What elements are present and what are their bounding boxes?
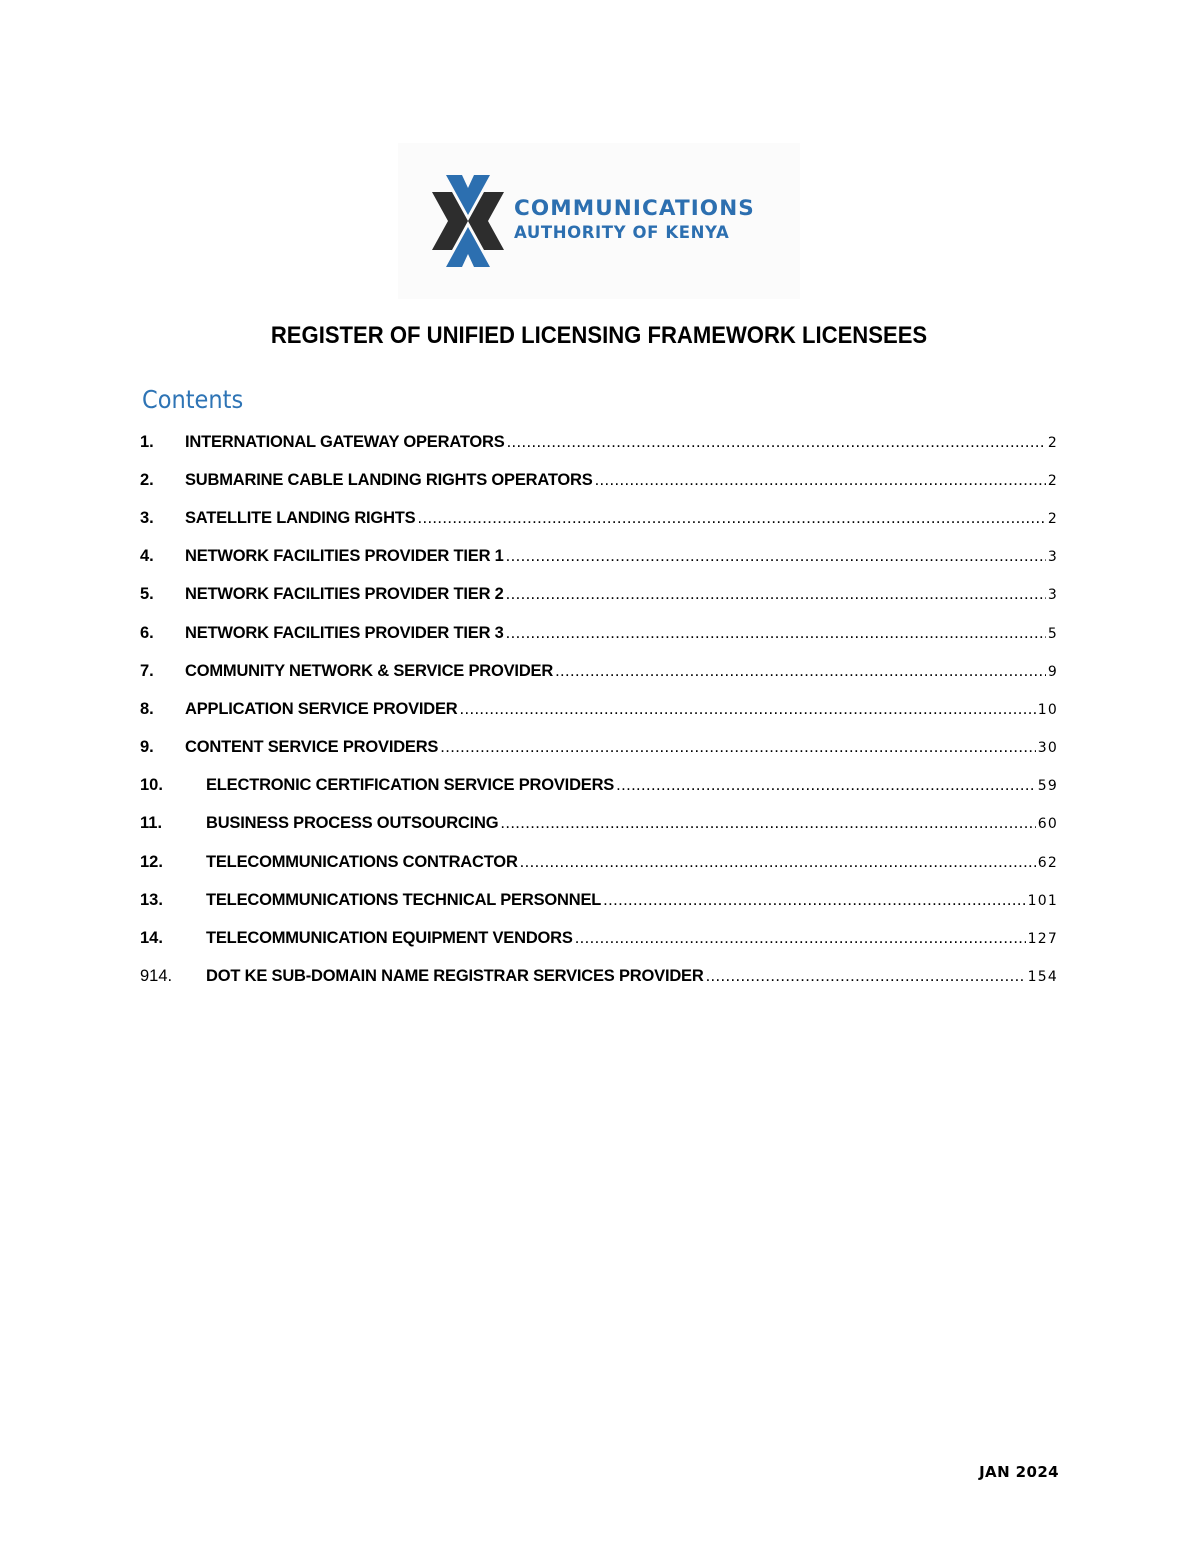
toc-leader-dots (500, 814, 1035, 833)
toc-number: 2. (140, 470, 154, 489)
toc-entry[interactable] (206, 929, 1058, 948)
toc-label[interactable]: TELECOMMUNICATION EQUIPMENT VENDORS (206, 929, 573, 948)
toc-number: 11. (140, 814, 163, 833)
logo-line2: AUTHORITY OF KENYA (514, 222, 730, 242)
toc-leader-dots (506, 547, 1046, 566)
toc-label[interactable]: CONTENT SERVICE PROVIDERS (185, 738, 439, 757)
toc-leader-dots (440, 738, 1036, 757)
toc-page-number[interactable]: 9 (1047, 663, 1058, 680)
toc-entry[interactable] (206, 853, 1058, 872)
toc-leader-dots (507, 433, 1046, 452)
toc-leader-dots (555, 662, 1046, 681)
toc-entry[interactable] (206, 967, 1058, 986)
toc-label[interactable]: ELECTRONIC CERTIFICATION SERVICE PROVIDERS (206, 776, 615, 795)
logo (398, 143, 800, 299)
toc-row[interactable] (140, 614, 1058, 652)
toc-label[interactable]: TELECOMMUNICATIONS CONTRACTOR (206, 852, 518, 871)
toc-page-number[interactable]: 3 (1047, 587, 1058, 604)
toc-number: 3. (140, 508, 154, 527)
toc-page-number[interactable]: 62 (1037, 854, 1058, 871)
toc-entry[interactable] (185, 738, 1058, 757)
toc-entry[interactable] (185, 471, 1058, 490)
toc-number: 4. (140, 547, 154, 566)
toc-row[interactable] (140, 690, 1058, 728)
toc-number: 5. (140, 585, 154, 604)
toc-entry[interactable] (185, 624, 1058, 643)
document-title: REGISTER OF UNIFIED LICENSING FRAMEWORK LICENSEES (270, 322, 928, 349)
toc-number: 1. (140, 432, 154, 451)
toc-leader-dots (706, 967, 1026, 986)
toc-leader-dots (417, 509, 1045, 528)
toc-label[interactable]: COMMUNITY NETWORK & SERVICE PROVIDER (185, 661, 554, 680)
toc-label[interactable]: INTERNATIONAL GATEWAY OPERATORS (185, 432, 505, 451)
communications-authority-logo-icon (432, 175, 504, 267)
toc-label[interactable]: SUBMARINE CABLE LANDING RIGHTS OPERATORS (185, 470, 593, 489)
toc-page-number[interactable]: 2 (1047, 472, 1058, 489)
toc-label[interactable]: NETWORK FACILITIES PROVIDER TIER 1 (185, 547, 504, 566)
toc-entry[interactable] (185, 433, 1058, 452)
toc-leader-dots (616, 776, 1036, 795)
toc-number: 9. (140, 738, 154, 757)
toc-label[interactable]: NETWORK FACILITIES PROVIDER TIER 2 (185, 585, 504, 604)
toc-row[interactable] (140, 958, 1058, 996)
toc-row[interactable] (140, 767, 1058, 805)
toc-row[interactable] (140, 423, 1058, 461)
toc-leader-dots (460, 700, 1036, 719)
toc-entry[interactable] (206, 814, 1058, 833)
toc-entry[interactable] (185, 585, 1058, 604)
toc-page-number[interactable]: 5 (1047, 625, 1058, 642)
toc-number: 8. (140, 699, 154, 718)
toc-leader-dots (506, 585, 1046, 604)
toc-leader-dots (520, 853, 1036, 872)
toc-entry[interactable] (206, 776, 1058, 795)
toc-label[interactable]: APPLICATION SERVICE PROVIDER (185, 699, 458, 718)
toc-number: 6. (140, 623, 154, 642)
contents-heading: Contents (142, 385, 244, 414)
toc-leader-dots (603, 891, 1026, 910)
toc-label[interactable]: BUSINESS PROCESS OUTSOURCING (206, 814, 499, 833)
toc-row[interactable] (140, 805, 1058, 843)
toc-leader-dots (575, 929, 1026, 948)
toc-leader-dots (506, 624, 1046, 643)
toc-row[interactable] (140, 652, 1058, 690)
toc-row[interactable] (140, 461, 1058, 499)
toc-page-number[interactable]: 101 (1027, 892, 1058, 909)
toc-number: 914. (140, 967, 173, 986)
toc-page-number[interactable]: 2 (1047, 434, 1058, 451)
toc-label[interactable]: SATELLITE LANDING RIGHTS (185, 508, 416, 527)
toc-page-number[interactable]: 127 (1027, 931, 1058, 948)
toc-row[interactable] (140, 499, 1058, 537)
toc-page-number[interactable]: 10 (1037, 701, 1058, 718)
toc-entry[interactable] (185, 662, 1058, 681)
toc-label[interactable]: DOT KE SUB-DOMAIN NAME REGISTRAR SERVICES PROVIDER (206, 967, 704, 986)
toc-page-number[interactable]: 3 (1047, 549, 1058, 566)
toc-entry[interactable] (185, 547, 1058, 566)
toc-page-number[interactable]: 154 (1027, 969, 1058, 986)
toc-label[interactable]: NETWORK FACILITIES PROVIDER TIER 3 (185, 623, 504, 642)
toc-number: 7. (140, 661, 154, 680)
toc-leader-dots (595, 471, 1046, 490)
toc-number: 13. (140, 890, 163, 909)
toc-page-number[interactable]: 30 (1037, 740, 1058, 757)
logo-line1: COMMUNICATIONS (514, 196, 755, 221)
toc-entry[interactable] (185, 509, 1058, 528)
logo-text (514, 198, 755, 241)
toc-row[interactable] (140, 843, 1058, 881)
toc-row[interactable] (140, 729, 1058, 767)
toc-page-number[interactable]: 60 (1037, 816, 1058, 833)
toc-row[interactable] (140, 538, 1058, 576)
footer-date: JAN 2024 (979, 1463, 1059, 1481)
toc-page-number[interactable]: 2 (1047, 510, 1058, 527)
toc-label[interactable]: TELECOMMUNICATIONS TECHNICAL PERSONNEL (206, 890, 602, 909)
toc-entry[interactable] (206, 891, 1058, 910)
toc-page-number[interactable]: 59 (1037, 778, 1058, 795)
toc-number: 14. (140, 929, 163, 948)
toc-entry[interactable] (185, 700, 1058, 719)
toc-number: 10. (140, 776, 163, 795)
toc-number: 12. (140, 852, 163, 871)
toc-row[interactable] (140, 919, 1058, 957)
toc-row[interactable] (140, 881, 1058, 919)
toc-row[interactable] (140, 576, 1058, 614)
table-of-contents (140, 423, 1058, 996)
